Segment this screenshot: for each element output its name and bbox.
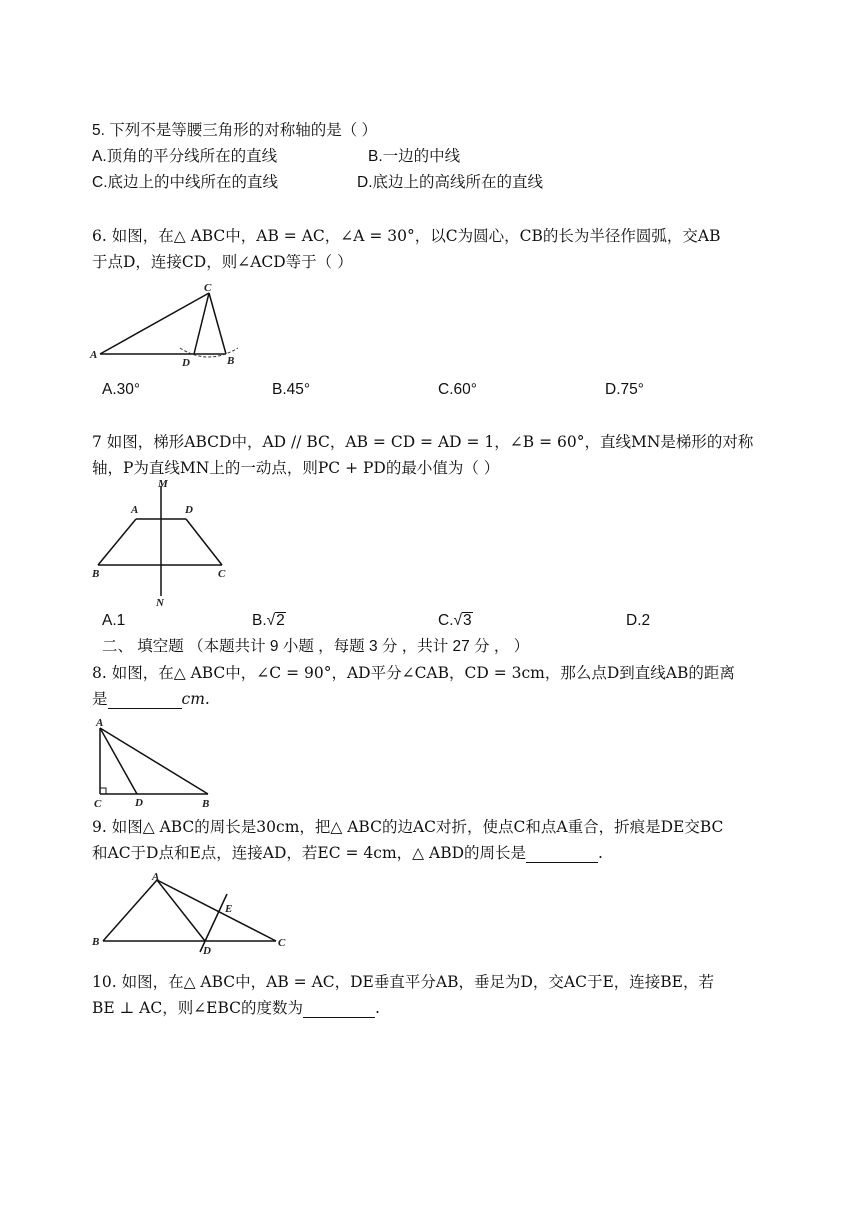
q6-option-a: A.30° bbox=[102, 381, 141, 398]
q7-figure bbox=[88, 478, 238, 608]
q6-stem-line2: 于点D，连接CD，则∠ACD等于（ ） bbox=[92, 253, 353, 271]
q10-answer-blank bbox=[303, 1001, 375, 1018]
q9-crease-de bbox=[200, 894, 227, 952]
q6-side-ac bbox=[100, 293, 209, 354]
q6-figure bbox=[88, 280, 248, 370]
q7-stem-line2: 轴，P为直线MN上的一动点，则PC + PD的最小值为（ ） bbox=[92, 459, 500, 477]
q6-side-cb bbox=[209, 293, 226, 354]
q9-line2-suffix: . bbox=[598, 844, 603, 862]
q9-segment-ad bbox=[157, 880, 205, 941]
q9-label-d: D bbox=[203, 945, 211, 957]
q10-line2-prefix: BE ⊥ AC，则∠EBC的度数为 bbox=[92, 999, 304, 1017]
q8-figure bbox=[88, 714, 218, 810]
q7-option-c-radical: √3 bbox=[453, 612, 472, 629]
q8-label-a: A bbox=[96, 717, 104, 729]
q5-stem: 5. 下列不是等腰三角形的对称轴的是（ ） bbox=[92, 122, 378, 139]
q7-label-b: B bbox=[92, 568, 100, 580]
q7-option-b bbox=[252, 611, 286, 631]
q8-stem-line1: 8. 如图，在△ ABC中，∠C = 90°，AD平分∠CAB，CD = 3cm，那么点D到直线AB的距离 bbox=[92, 664, 735, 682]
q8-side-ab bbox=[100, 728, 208, 794]
section-heading: 二、 填空题 （本题共计 9 小题 ，每题 3 分 ，共计 27 分 ， ） bbox=[102, 638, 530, 655]
q10-stem-line1: 10. 如图，在△ ABC中，AB = AC，DE垂直平分AB，垂足为D，交AC于E，连接BE，若 bbox=[92, 973, 714, 991]
q6-stem-line1: 6. 如图，在△ ABC中，AB = AC，∠A = 30°，以C为圆心，CB的长为半径作圆弧，交AB bbox=[92, 227, 721, 245]
q5-option-d: D.底边上的高线所在的直线 bbox=[357, 174, 544, 191]
q6-label-d: D bbox=[182, 357, 190, 369]
q7-option-d: D.2 bbox=[626, 612, 651, 629]
q7-stem-line1: 7 如图，梯形ABCD中，AD // BC，AB = CD = AD = 1，∠B = 60°，直线MN是梯形的对称 bbox=[92, 433, 754, 451]
q7-option-b-radicand: 2 bbox=[276, 612, 285, 629]
q10-stem-line2 bbox=[92, 998, 380, 1018]
q6-label-a: A bbox=[90, 349, 98, 361]
q7-option-c bbox=[438, 611, 473, 631]
q9-label-b: B bbox=[92, 936, 100, 948]
q6-option-d: D.75° bbox=[605, 381, 644, 398]
q7-option-a: A.1 bbox=[102, 612, 126, 629]
q9-line2-prefix: 和AC于D点和E点，连接AD，若EC = 4cm，△ ABD的周长是 bbox=[92, 844, 527, 862]
q7-label-d: D bbox=[185, 504, 193, 516]
q9-side-ab bbox=[103, 880, 157, 941]
q8-label-b: B bbox=[202, 798, 210, 810]
q9-stem-line2 bbox=[92, 843, 603, 863]
q9-stem-line1: 9. 如图△ ABC的周长是30cm，把△ ABC的边AC对折，使点C和点A重合，折痕是DE交BC bbox=[92, 818, 724, 836]
q7-leg-dc bbox=[186, 519, 222, 565]
q8-line2-suffix: cm. bbox=[181, 690, 210, 708]
q8-stem-line2 bbox=[92, 689, 210, 709]
q7-option-c-radicand: 3 bbox=[463, 612, 472, 629]
q6-label-c: C bbox=[204, 282, 212, 294]
q7-option-b-radical: √2 bbox=[266, 612, 285, 629]
q6-segment-cd bbox=[194, 293, 209, 354]
q8-label-d: D bbox=[135, 797, 143, 809]
q7-label-m: M bbox=[158, 478, 168, 490]
q9-label-a: A bbox=[152, 871, 160, 883]
q6-label-b: B bbox=[227, 355, 235, 367]
q9-side-ac bbox=[157, 880, 276, 941]
q6-option-b: B.45° bbox=[272, 381, 311, 398]
q8-right-angle-mark bbox=[100, 788, 106, 794]
q8-answer-blank bbox=[108, 692, 182, 709]
q7-label-c: C bbox=[218, 568, 226, 580]
q6-option-c: C.60° bbox=[438, 381, 477, 398]
q8-segment-ad bbox=[100, 728, 137, 794]
q5-option-c: C.底边上的中线所在的直线 bbox=[92, 174, 279, 191]
q7-label-a: A bbox=[131, 504, 139, 516]
q9-answer-blank bbox=[526, 846, 598, 863]
q9-figure bbox=[88, 868, 298, 958]
q7-label-n: N bbox=[156, 597, 164, 608]
q10-line2-suffix: . bbox=[375, 999, 380, 1017]
q9-label-c: C bbox=[278, 937, 286, 949]
q8-line2-prefix: 是 bbox=[92, 690, 108, 708]
q8-label-c: C bbox=[94, 798, 102, 810]
q7-option-c-prefix: C. bbox=[438, 612, 454, 629]
q7-option-b-prefix: B. bbox=[252, 612, 267, 629]
q5-option-b: B.一边的中线 bbox=[368, 148, 461, 165]
q5-option-a: A.顶角的平分线所在的直线 bbox=[92, 148, 278, 165]
q9-label-e: E bbox=[225, 903, 233, 915]
q7-leg-ab bbox=[98, 519, 136, 565]
